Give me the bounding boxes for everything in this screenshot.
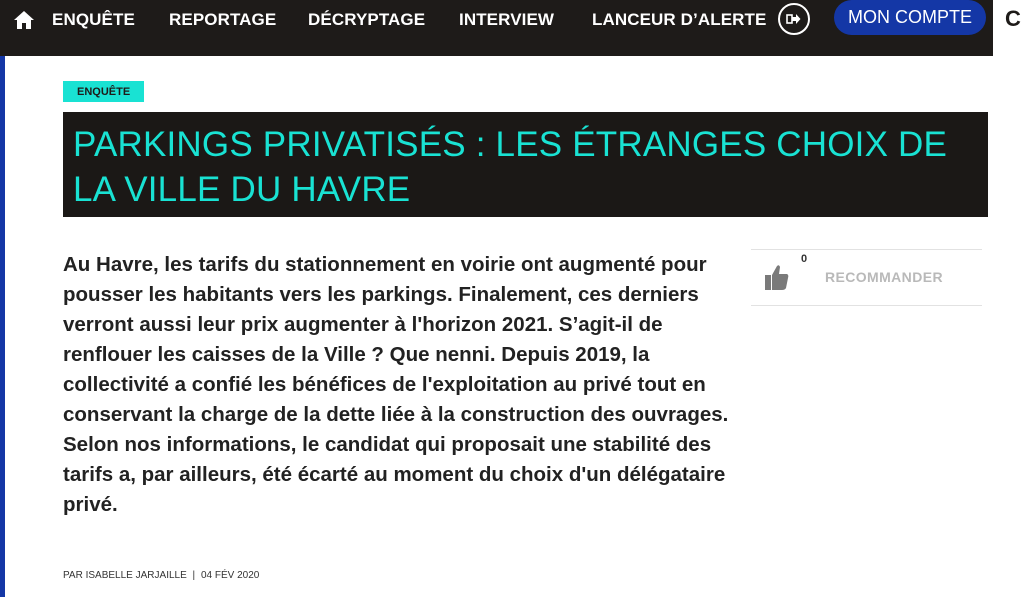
top-navigation xyxy=(0,0,993,56)
nav-item-lanceur-d-alerte[interactable]: LANCEUR D’ALERTE xyxy=(592,10,767,29)
recommend-count: 0 xyxy=(801,253,808,265)
nav-item-enquete[interactable]: ENQUÊTE xyxy=(52,10,135,29)
nav-item-interview[interactable]: INTERVIEW xyxy=(459,10,555,29)
thumbs-up-icon[interactable] xyxy=(765,264,789,290)
article-lead: Au Havre, les tarifs du stationnement en voirie ont augmenté pour pousser les habitants vers les parkings. Finalement, ces derniers verront aussi leur prix augmenter à l'horizon 2021. S’agit-il de renflouer les caisses de la Ville ? Que nenni. Depuis 2019, la collectivité a confié les bénéfices de l'exploitation au privé tout en conservant la charge de la dette liée à la construction des ouvrages. Selon nos informations, le candidat qui proposait une stabilité des tarifs a, par ailleurs, été écarté au moment du choix d'un délégataire privé. xyxy=(63,253,729,516)
search-icon-cut[interactable]: C xyxy=(1005,6,1021,31)
author: PAR ISABELLE JARJAILLE xyxy=(63,570,187,581)
left-accent-rule xyxy=(0,56,5,597)
nav-item-decryptage[interactable]: DÉCRYPTAGE xyxy=(308,10,426,29)
recommend-widget xyxy=(751,249,982,306)
recommend-button[interactable]: RECOMMANDER xyxy=(825,269,943,285)
my-account-button[interactable]: MON COMPTE xyxy=(834,0,986,35)
logout-icon xyxy=(787,13,801,25)
article-title-box xyxy=(63,112,988,217)
byline xyxy=(63,570,259,581)
home-icon[interactable] xyxy=(13,10,35,30)
logout-button[interactable] xyxy=(778,3,810,35)
byline-separator: | xyxy=(192,570,196,581)
category-tag[interactable]: ENQUÊTE xyxy=(63,81,144,102)
article-title: PARKINGS PRIVATISÉS : LES ÉTRANGES CHOIX DE LA VILLE DU HAVRE xyxy=(73,125,948,209)
nav-item-reportage[interactable]: REPORTAGE xyxy=(169,10,277,29)
publish-date: 04 FÉV 2020 xyxy=(200,570,260,581)
